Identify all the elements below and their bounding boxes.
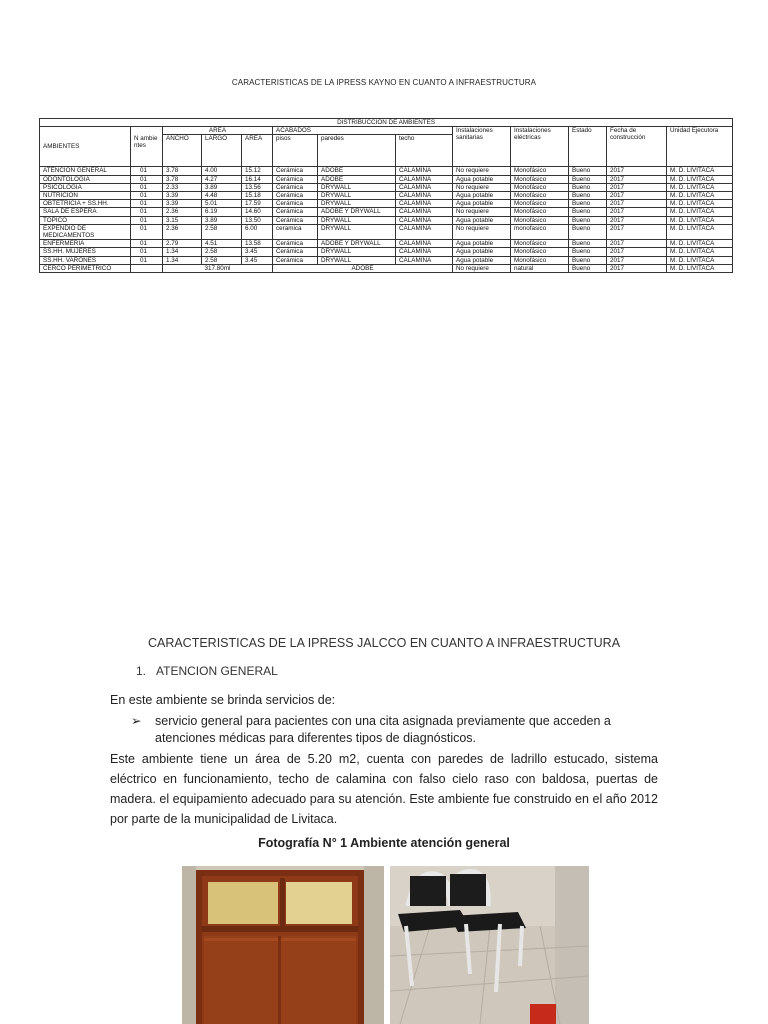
header-fecha: Fecha de construcción [607,127,667,167]
photo-chairs [390,866,589,1024]
col-ambiente: SS.HH. VARONES [40,256,131,264]
section-heading [136,664,278,678]
col-sanitarias: No requiere [453,183,511,191]
header-ambientes: AMBIENTES [40,127,131,167]
col-pisos: Cerámica [273,175,318,183]
arrow-bullet-icon: ➢ [131,714,142,728]
col-area: 14.60 [242,208,273,216]
col-ambiente: PSICOLOGIA [40,183,131,191]
col-paredes: DRYWALL [318,216,396,224]
header-estado: Estado [569,127,607,167]
col-area: 3.45 [242,248,273,256]
header-n-ambientes: N ambie ntes [131,127,163,167]
col-n: 01 [131,224,163,239]
col-n: 01 [131,208,163,216]
col-techo: CALAMINA [396,183,453,191]
col-fecha: 2017 [607,264,667,272]
col-techo: CALAMINA [396,200,453,208]
subheader-techo: techo [396,135,453,167]
col-ambiente: SS.HH. MUJERES [40,248,131,256]
col-unidad: M. D. LIVITACA [667,192,733,200]
col-paredes: ADOBE [318,167,396,175]
col-n: 01 [131,183,163,191]
col-n: 01 [131,192,163,200]
header-inst-sanitarias: Instalaciones sanitarias [453,127,511,167]
photo-door [182,866,384,1024]
table-row [40,183,733,191]
col-largo: 2.58 [202,248,242,256]
col-electricas: Monofásico [511,183,569,191]
table-row [40,224,733,239]
col-techo: CALAMINA [396,240,453,248]
heading-number: 1. [136,664,147,678]
col-techo: CALAMINA [396,208,453,216]
col-unidad: M. D. LIVITACA [667,183,733,191]
table-row [40,167,733,175]
col-estado: Bueno [569,264,607,272]
col-area: 17.59 [242,200,273,208]
col-fecha: 2017 [607,248,667,256]
header-area-group: AREA [163,127,273,135]
header-acabados: ACABADOS [273,127,453,135]
col-paredes: DRYWALL [318,224,396,239]
col-estado: Bueno [569,192,607,200]
col-sanitarias: Agua potable [453,256,511,264]
col-electricas: Monofásico [511,208,569,216]
col-sanitarias: Agua potable [453,192,511,200]
col-paredes: DRYWALL [318,200,396,208]
col-techo: CALAMINA [396,175,453,183]
col-pisos: Cerámica [273,240,318,248]
col-n: 01 [131,248,163,256]
col-ambiente: ENFERMERIA [40,240,131,248]
col-area: 13.58 [242,240,273,248]
table-header-row [40,127,733,135]
table-main-header-row [40,119,733,127]
col-fecha: 2017 [607,216,667,224]
col-area: 13.50 [242,216,273,224]
col-unidad: M. D. LIVITACA [667,224,733,239]
col-largo: 4.27 [202,175,242,183]
col-sanitarias: No requiere [453,224,511,239]
subheader-area: AREA [242,135,273,167]
bullet-item [131,713,661,747]
col-fecha: 2017 [607,224,667,239]
section2-title: CARACTERISTICAS DE LA IPRESS JALCCO EN CUANTO A INFRAESTRUCTURA [147,636,621,650]
col-largo: 5.01 [202,200,242,208]
intro-text: En este ambiente se brinda servicios de: [110,693,336,707]
table-row [40,175,733,183]
col-unidad: M. D. LIVITACA [667,264,733,272]
col-unidad: M. D. LIVITACA [667,167,733,175]
col-sanitarias: Agua potable [453,248,511,256]
col-fecha: 2017 [607,240,667,248]
col-estado: Bueno [569,224,607,239]
col-sanitarias: Agua potable [453,216,511,224]
photo-caption: Fotografía N° 1 Ambiente atención general [258,836,510,850]
col-fecha: 2017 [607,200,667,208]
col-largo: 4.51 [202,240,242,248]
col-pisos: Cerámica [273,192,318,200]
subheader-ancho: ANCHO [163,135,202,167]
col-sanitarias: Agua potable [453,175,511,183]
col-estado: Bueno [569,240,607,248]
col-area: 16.14 [242,175,273,183]
section1-title: CARACTERISTICAS DE LA IPRESS KAYNO EN CUANTO A INFRAESTRUCTURA [231,78,537,87]
header-inst-electricas: Instalaciones eléctricas [511,127,569,167]
col-largo: 3.89 [202,216,242,224]
col-pisos: Cerámica [273,200,318,208]
col-pisos: Cerámica [273,183,318,191]
col-techo: CALAMINA [396,167,453,175]
subheader-pisos: pisos [273,135,318,167]
col-acabados-merged: ADOBE [273,264,453,272]
col-sanitarias: No requiere [453,208,511,216]
col-estado: Bueno [569,175,607,183]
col-unidad: M. D. LIVITACA [667,175,733,183]
col-estado: Bueno [569,208,607,216]
col-paredes: DRYWALL [318,248,396,256]
col-ancho: 3.39 [163,200,202,208]
col-pisos: Cerámica [273,167,318,175]
col-estado: Bueno [569,183,607,191]
col-unidad: M. D. LIVITACA [667,256,733,264]
distribution-table [39,118,733,273]
table-row [40,256,733,264]
col-ancho: 3.78 [163,175,202,183]
col-electricas: monofasico [511,224,569,239]
col-largo: 4.48 [202,192,242,200]
col-area: 13.56 [242,183,273,191]
heading-text: ATENCION GENERAL [156,664,278,678]
table-row [40,240,733,248]
col-techo: CALAMINA [396,192,453,200]
col-area: 15.18 [242,192,273,200]
col-n [131,264,163,272]
col-largo: 3.89 [202,183,242,191]
table-row [40,192,733,200]
col-fecha: 2017 [607,208,667,216]
col-unidad: M. D. LIVITACA [667,248,733,256]
col-unidad: M. D. LIVITACA [667,208,733,216]
table-row [40,200,733,208]
col-fecha: 2017 [607,175,667,183]
table-main-header: DISTRIBUCCION DE AMBIENTES [40,119,733,127]
bullet-line-2: atenciones médicas para diferentes tipos de diagnósticos. [155,731,477,745]
col-unidad: M. D. LIVITACA [667,240,733,248]
col-electricas: Monofásico [511,175,569,183]
col-techo: CALAMINA [396,248,453,256]
table-row-cerco [40,264,733,272]
col-paredes: DRYWALL [318,183,396,191]
col-paredes: DRYWALL [318,256,396,264]
col-pisos: Cerámica [273,256,318,264]
col-paredes: ADOBE Y DRYWALL [318,208,396,216]
col-ambiente: CERCO PERIMÉTRICO [40,264,131,272]
col-ancho: 2.79 [163,240,202,248]
col-sanitarias: No requiere [453,167,511,175]
col-electricas: Monofásico [511,248,569,256]
description-paragraph: Este ambiente tiene un área de 5.20 m2, cuenta con paredes de ladrillo estucado, sistema eléctrico en funcionamiento, techo de calamina con falso cielo raso con baldosa, puertas de madera. el equipamiento adecuado para su atención. Este ambiente fue construido en el año 2012 por parte de la municipalidad de Livitaca. [110,752,658,826]
col-electricas: Monofásico [511,167,569,175]
header-unidad: Unidad Ejecutora [667,127,733,167]
col-estado: Bueno [569,248,607,256]
subheader-paredes: paredes [318,135,396,167]
col-paredes: DRYWALL [318,192,396,200]
subheader-largo: LARGO [202,135,242,167]
col-sanitarias: Agua potable [453,240,511,248]
col-ambiente: ODONTOLOGIA [40,175,131,183]
table-row [40,208,733,216]
col-electricas: Monofásico [511,256,569,264]
col-electricas: natural [511,264,569,272]
col-ancho: 2.36 [163,208,202,216]
col-ancho: 2.36 [163,224,202,239]
col-pisos: Cerámica [273,216,318,224]
col-ambiente: NUTRICION [40,192,131,200]
col-sanitarias: Agua potable [453,200,511,208]
col-largo: 6.19 [202,208,242,216]
col-pisos: Cerámica [273,208,318,216]
col-ancho: 1.34 [163,256,202,264]
col-pisos: ceramica [273,224,318,239]
col-area-merged: 317.80ml [163,264,273,272]
col-sanitarias: No requiere [453,264,511,272]
col-ancho: 1.34 [163,248,202,256]
col-n: 01 [131,167,163,175]
col-area: 15.12 [242,167,273,175]
col-fecha: 2017 [607,167,667,175]
col-n: 01 [131,216,163,224]
bullet-line-1: servicio general para pacientes con una cita asignada previamente que acceden a [155,714,611,728]
col-area: 3.45 [242,256,273,264]
col-electricas: Monofásico [511,240,569,248]
col-ancho: 3.78 [163,167,202,175]
col-techo: CALAMINA [396,216,453,224]
col-electricas: Monofásico [511,200,569,208]
col-techo: CALAMINA [396,224,453,239]
col-estado: Bueno [569,256,607,264]
col-pisos: Cerámica [273,248,318,256]
col-ancho: 2.33 [163,183,202,191]
col-ambiente: TOPICO [40,216,131,224]
col-unidad: M. D. LIVITACA [667,200,733,208]
col-paredes: ADOBE Y DRYWALL [318,240,396,248]
col-electricas: Monofásico [511,216,569,224]
col-estado: Bueno [569,200,607,208]
col-largo: 2.58 [202,256,242,264]
col-area: 6.00 [242,224,273,239]
col-n: 01 [131,256,163,264]
col-estado: Bueno [569,216,607,224]
table-row [40,216,733,224]
col-paredes: ADOBE [318,175,396,183]
col-fecha: 2017 [607,192,667,200]
col-ambiente: OBTETRICIA + SS.HH. [40,200,131,208]
table-row [40,248,733,256]
col-ancho: 3.39 [163,192,202,200]
col-unidad: M. D. LIVITACA [667,216,733,224]
col-n: 01 [131,240,163,248]
col-techo: CALAMINA [396,256,453,264]
col-estado: Bueno [569,167,607,175]
col-ambiente: ATENCION GENERAL [40,167,131,175]
col-fecha: 2017 [607,183,667,191]
col-largo: 2.58 [202,224,242,239]
col-n: 01 [131,175,163,183]
col-fecha: 2017 [607,256,667,264]
col-ancho: 3.15 [163,216,202,224]
col-ambiente: EXPENDIO DE MEDICAMENTOS [40,224,131,239]
col-electricas: Monofásico [511,192,569,200]
col-n: 01 [131,200,163,208]
col-ambiente: SALA DE ESPERA [40,208,131,216]
col-largo: 4.00 [202,167,242,175]
